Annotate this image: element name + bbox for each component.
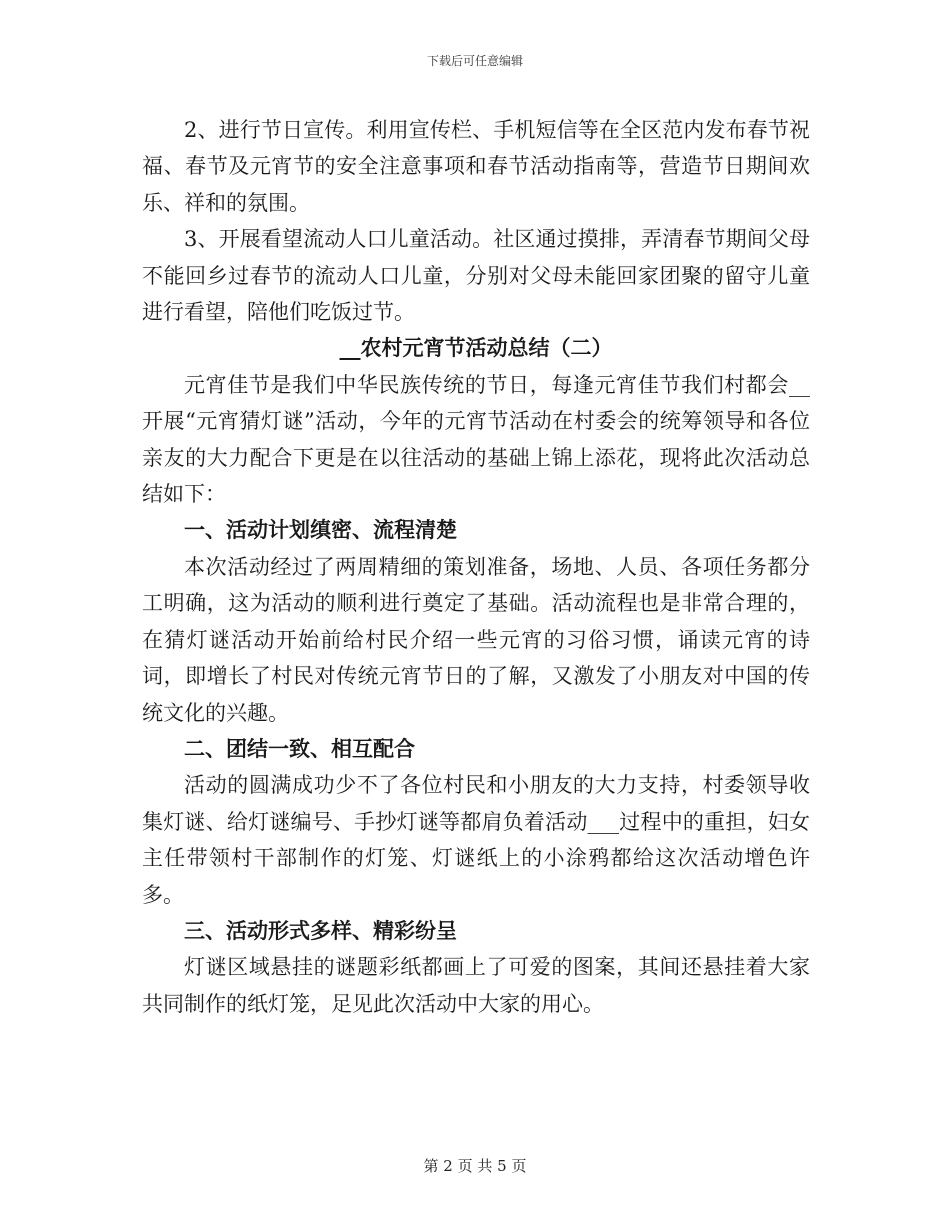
- paragraph-cooperation: 活动的圆满成功少不了各位村民和小朋友的大力支持，村委领导收集灯谜、给灯谜编号、手抄灯谜等都肩负着活动___过程中的重担，妇女主任带领村干部制作的灯笼、灯谜纸上的小涂鸦都给这次活动增色许多。: [142, 773, 810, 907]
- paragraph-promotion: 2、进行节日宣传。利用宣传栏、手机短信等在全区范内发布春节祝福、春节及元宵节的安全注意事项和春节活动指南等，营造节日期间欢乐、祥和的氛围。: [142, 118, 810, 215]
- paragraph-planning: 本次活动经过了两周精细的策划准备，场地、人员、各项任务都分工明确，这为活动的顺利进行奠定了基础。活动流程也是非常合理的，在猜灯谜活动开始前给村民介绍一些元宵的习俗习惯，诵读元宵的诗词，即增长了村民对传统元宵节日的了解，又激发了小朋友对中国的传统文化的兴趣。: [142, 554, 810, 725]
- paragraph-variety: 灯谜区域悬挂的谜题彩纸都画上了可爱的图案，其间还悬挂着大家共同制作的纸灯笼，足见此次活动中大家的用心。: [142, 955, 810, 1016]
- header-note: 下载后可任意编辑: [426, 54, 523, 68]
- paragraph-children-visit: 3、开展看望流动人口儿童活动。社区通过摸排，弄清春节期间父母不能回乡过春节的流动人口儿童，分别对父母未能回家团聚的留守儿童进行看望，陪他们吃饭过节。: [142, 227, 810, 325]
- heading-planning: 一、活动计划缜密、流程清楚: [184, 518, 457, 543]
- section-title: __农村元宵节活动总结（二）: [339, 336, 613, 361]
- heading-cooperation: 二、团结一致、相互配合: [184, 736, 415, 761]
- document-body: [142, 112, 810, 1022]
- page-indicator: 第 2 页 共 5 页: [423, 1157, 527, 1175]
- heading-variety: 三、活动形式多样、精彩纷呈: [184, 918, 457, 943]
- paragraph-intro: 元宵佳节是我们中华民族传统的节日，每逢元宵佳节我们村都会__开展“元宵猜灯谜”活动，今年的元宵节活动在村委会的统筹领导和各位亲友的大力配合下更是在以往活动的基础上锦上添花，现将此次活动总结如下：: [142, 372, 810, 507]
